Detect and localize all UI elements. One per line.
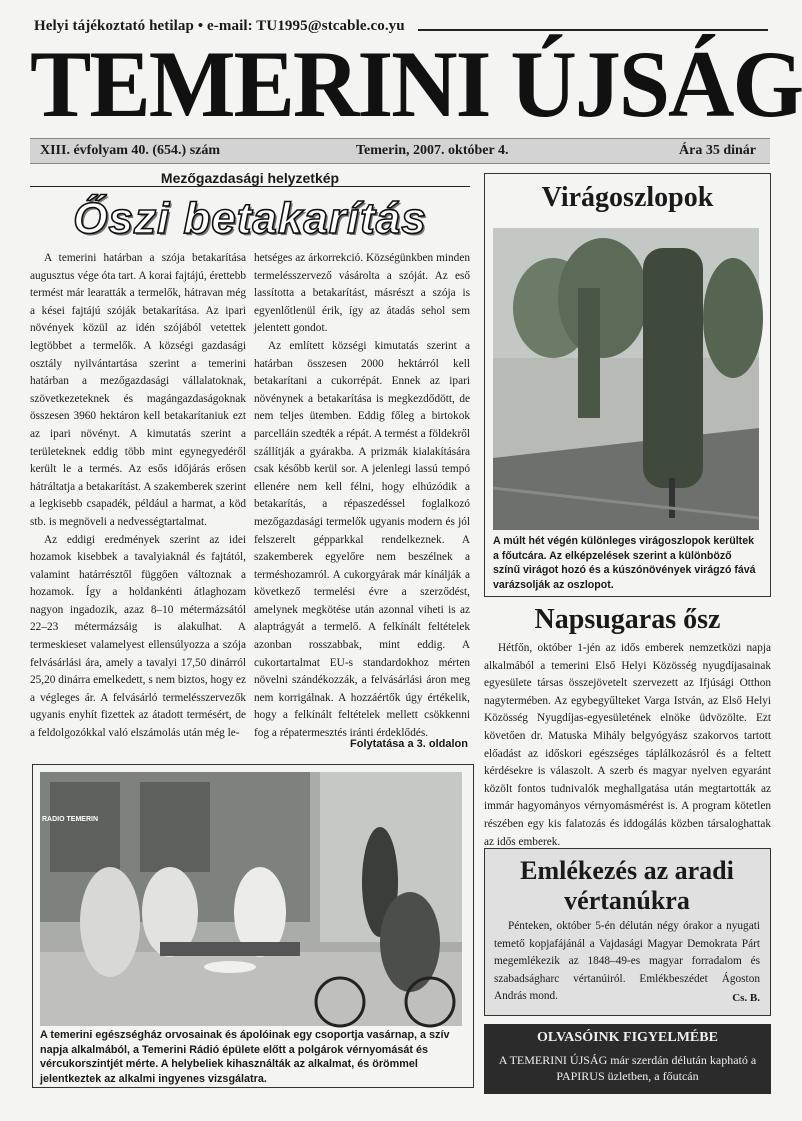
- article-kicker: Mezőgazdasági helyzetkép: [160, 170, 340, 186]
- autumn-headline: Napsugaras ősz: [534, 604, 721, 635]
- autumn-article-text: Hétfőn, október 1-jén az idős emberek nemzetközi napja alkalmából a temerini Első Helyi Közösség nyugdíjasainak egyesülete társas összejövetelt szervezett az Ifjúsági Otthon nagytermében. Az egybegyűlteket Varga István, az Első Helyi Közösség Nyugdíjas-egyesületének elnöke üdvözölte. Ezt követően dr. Matuska Mihály belgyógyász szakorvos tartott előadást az időskori egészséges táplálkozásról és a feltett kérdésekre is válaszolt. A szerb és magyar nyelven egyaránt közölt fontos tudnivalók meghallgatása után megtartották az immár hagyományos vérnyomásmérést is. A program kötetlen részében egy kis falatozás és iddogálás közben társaloghattak az idős emberek.: [484, 642, 771, 848]
- memorial-text: Pénteken, október 5-én délután négy órakor a nyugati temető kopjafájánál a Vajdasági Magyar Demokrata Párt megemlékezik az 1848–49-es magyar forradalom és szabadságharc vértanúiról. Emlékbeszédet Ágoston András mond.: [494, 920, 760, 1003]
- memorial-signature: Cs. B.: [732, 992, 760, 1004]
- bottom-photo-caption: A temerini egészségház orvosainak és ápolóinak egy csoportja vasárnap, a szív napja alkalmából, a Temerini Rádió épülete előtt a polgárok vérnyomását és vércukorszintjét mérte. A helybeliek kihasználták az alkalmat, és örömmel jelentkeztek az alkalmi ingyenes vizsgálatra.: [40, 1029, 450, 1085]
- memorial-title: Emlékezés az aradi vértanúkra: [520, 856, 734, 915]
- notice-box: [484, 1024, 771, 1094]
- flower-column-photo: [493, 228, 759, 530]
- article-paragraph: Az említett községi kimutatás szerint a határban összesen 2000 hektárról kell betakarítani a cukorrépát. Ennek az ipari növénynek a betakarítása is megkezdődött, de nem teljes ütemben. Eddig főleg a birtokok parcelláin szedték a répát. A termést a földekről szállítják a gyárakba. A prizmák kialakítására csak később kerül sor. A jelenlegi lassú tempó ellenére nem kell félni, hogy elhúzódik a betakarítás, a répaszedéssel foglalkozó mezőgazdasági termelők ugyanis modern és jól felszerelt gépparkkal rendelkeznek. A szakemberek egyelőre nem beszélnek a terméshozamról. A cukorgyárak már kínálják a következő termelési évre a szerződést, amelynek megkötése után azonnal viheti is az alaptrágyát a termelő. A felkínált feltételek azonban rosszabbak, mint eddig. A cukortartalmat EU-s standardokhoz mérten növelni szándékozzák, a felvásárlási áron meg nem korrigálnak. A hozzáértők úgy értékelik, hogy a felkínált feltételek mellett csökkenni fog a répatermesztés iránti érdeklődés.: [254, 339, 470, 740]
- tagline: Helyi tájékoztató hetilap • e-mail: TU1995@stcable.co.yu: [34, 18, 405, 34]
- issue-info-bar: [30, 138, 770, 164]
- health-check-photo: [40, 772, 462, 1026]
- health-check-image: [40, 772, 462, 1026]
- radio-sign: RADIO TEMERIN: [42, 816, 98, 823]
- flower-box-title: Virágoszlopok: [541, 182, 714, 213]
- continued-notice: Folytatása a 3. oldalon: [350, 738, 468, 750]
- kicker-rule: [30, 186, 470, 187]
- price: Ára 35 dinár: [679, 143, 756, 158]
- flower-caption: A múlt hét végén különleges virágoszlopok kerültek a főutcára. Az elképzelések szerint a különböző színű virágot hozó és a kúszónövények virágzó fává varázsolják az oszlopot.: [493, 535, 756, 591]
- flower-column-image: [493, 228, 759, 530]
- article-column-2: [254, 250, 470, 740]
- article-paragraph: hetséges az árkorrekció. Községünkben minden termelésszervező vásárolta a szóját. Az eső lassította a betakarítást, másrészt a szója is egyenlőtlenül érik, így az átadás sehol sem jelentett gondot.: [254, 252, 470, 335]
- volume-number: XIII. évfolyam 40. (654.) szám: [40, 143, 221, 158]
- notice-text: A TEMERINI ÚJSÁG már szerdán délután kapható a PAPIRUS üzletben, a főutcán: [498, 1053, 757, 1083]
- place-date: Temerin, 2007. október 4.: [356, 143, 509, 158]
- notice-title: OLVASÓINK FIGYELMÉBE: [537, 1030, 718, 1045]
- article-column-1: [30, 250, 246, 750]
- article-paragraph: A temerini határban a szója betakarítása augusztus vége óta tart. A korai fajtájú, érettebb termést már learatták a termelők, hátravan még a kései fajtájú szóják betakarítása. Az ipari növények közül az idén szójából vetettek legtöbbet a termelők. A községi gazdasági osztály nyilvántartása szerint a temerini határban a mezőgazdasági vállalatoknak, szövetkezeteknek és magángazdaságoknak összesen 3960 hektáron kell betakarítaniuk ezt az ipari növényt. A kimutatás szerint a területeknek eddig több mint egynegyedéről került le a termés. Az esős időjárás erősen hátráltatja a betakarítást. A szakemberek szerint a legkisebb csapadék, például a harmat, a köd stb. is megnöveli a nedvességtartalmat.: [30, 252, 246, 528]
- article-headline: Őszi betakarítás: [73, 194, 427, 243]
- masthead-title: TEMERINI ÚJSÁG: [30, 30, 802, 137]
- article-paragraph: Az eddigi eredmények szerint az idei hozamok kisebbek a tavalyiaknál és fajtától, valamint határrésztől függően változnak a hozamok. Így a holdankénti átlaghozam nagyon ingadozik, azaz 8–10 métermázsától 22–23 métermázsáig is alakulhat. A termeskieset valamelyest ellensúlyozza a szója felvásárlási ára, amely a tavalyi 17,50 dinárról 25,20 dinárra emelkedett, s nem biztos, hogy ez a végleges ár. A felvásárló termelésszervezők ugyanis enyhít fizettek az átadott termésért, de a feldolgozókkal való elszámolás után még le-: [30, 533, 246, 740]
